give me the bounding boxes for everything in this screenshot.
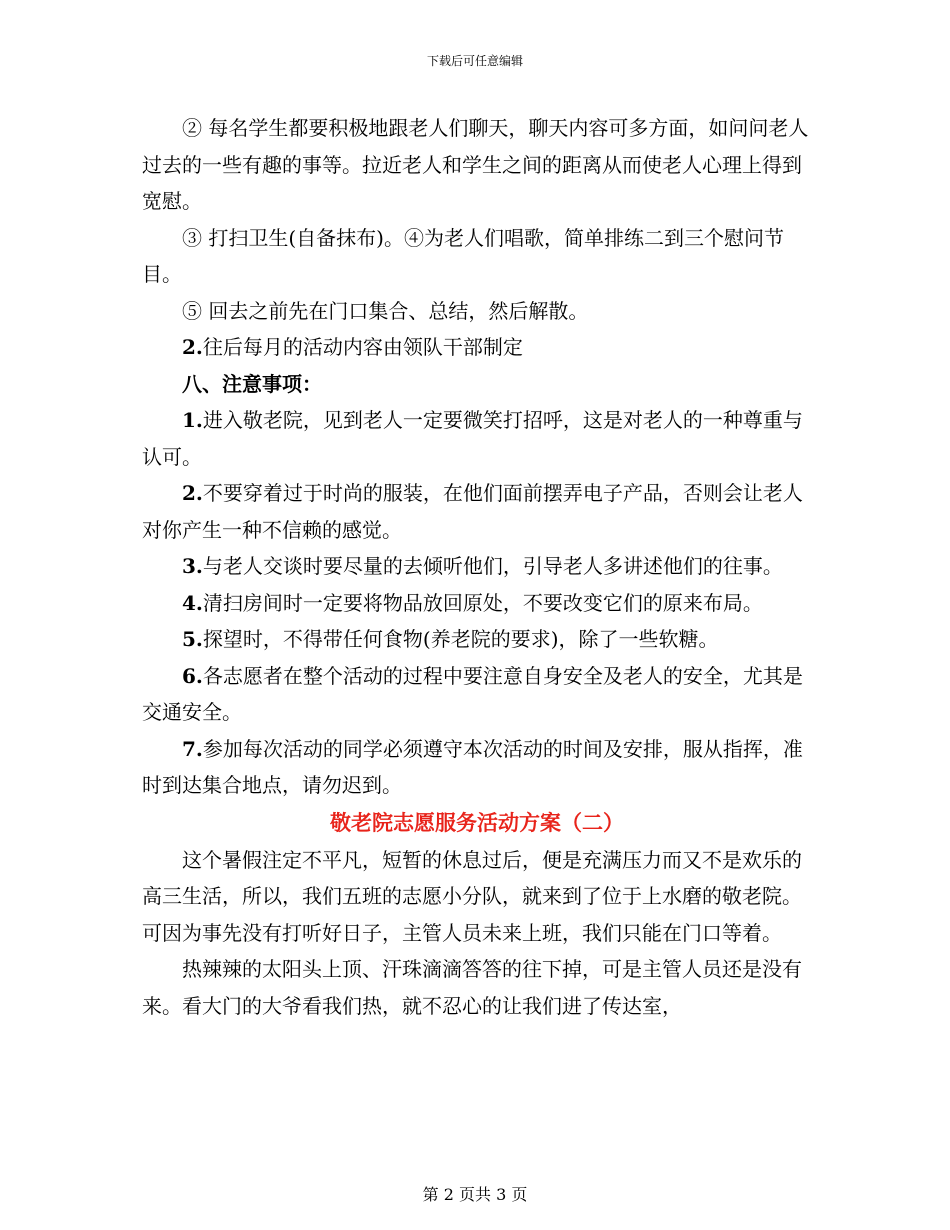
paragraph-dismiss: ⑤ 回去之前先在门口集合、总结，然后解散。: [182, 298, 589, 323]
body-paragraph: 这个暑假注定不平凡，短暂的休息过后，便是充满压力而又不是欢乐的高三生活，所以，我们五班的志愿小分队，就来到了位于上水磨的敬老院。可因为事先没有打听好日子，主管人员未来上班，我们只能在门口等着。: [142, 847, 802, 945]
note-text: 探望时，不得带任何食物(养老院的要求)，除了一些软糖。: [202, 627, 719, 651]
section-heading-notes: 八、注意事项：: [182, 371, 322, 396]
note-number: 3.: [182, 554, 203, 578]
note-number: 2.: [182, 481, 203, 505]
note-number: 4.: [182, 590, 203, 615]
paragraph-cleaning: ③ 打扫卫生(自备抹布)。④为老人们唱歌，简单排练二到三个慰问节目。: [142, 225, 784, 286]
note-item: [142, 731, 812, 804]
note-number: 5.: [182, 627, 203, 651]
body-paragraph: 热辣辣的太阳头上顶、汗珠滴滴答答的往下掉，可是主管人员还是没有来。看大门的大爷看我们热，就不忍心的让我们进了传达室，: [142, 957, 802, 1018]
item-number: 2.: [182, 335, 203, 359]
section-title-plan-two: 敬老院志愿服务活动方案（二）: [330, 809, 624, 835]
note-text: 与老人交谈时要尽量的去倾听他们，引导老人多讲述他们的往事。: [202, 554, 783, 578]
note-number: 1.: [182, 408, 203, 432]
note-number: 7.: [182, 736, 203, 761]
note-item: [142, 402, 812, 475]
note-item: [142, 548, 812, 585]
document-body: [142, 110, 812, 1024]
page-header: 下载后可任意编辑: [426, 54, 523, 68]
page-footer: 第 2 页共 3 页: [422, 1185, 528, 1204]
note-item: [142, 621, 812, 658]
note-text: 不要穿着过于时尚的服装，在他们面前摆弄电子产品，否则会让老人对你产生一种不信赖的感觉。: [142, 481, 803, 542]
paragraph-chat: ② 每名学生都要积极地跟老人们聊天，聊天内容可多方面，如问问老人过去的一些有趣的事等。拉近老人和学生之间的距离从而使老人心理上得到宽慰。: [142, 116, 809, 213]
note-text: 各志愿者在整个活动的过程中要注意自身安全及老人的安全，尤其是交通安全。: [142, 663, 803, 724]
note-item: [142, 475, 812, 548]
note-number: 6.: [182, 663, 203, 688]
note-item: [142, 585, 812, 622]
item-text: 往后每月的活动内容由领队干部制定: [202, 335, 523, 359]
note-text: 进入敬老院，见到老人一定要微笑打招呼，这是对老人的一种尊重与认可。: [142, 408, 803, 469]
note-item: [142, 658, 812, 731]
note-text: 参加每次活动的同学必须遵守本次活动的时间及安排，服从指挥，准时到达集合地点，请勿迟到。: [142, 736, 803, 797]
paragraph-monthly: [142, 329, 812, 366]
note-text: 清扫房间时一定要将物品放回原处，不要改变它们的原来布局。: [202, 590, 763, 615]
